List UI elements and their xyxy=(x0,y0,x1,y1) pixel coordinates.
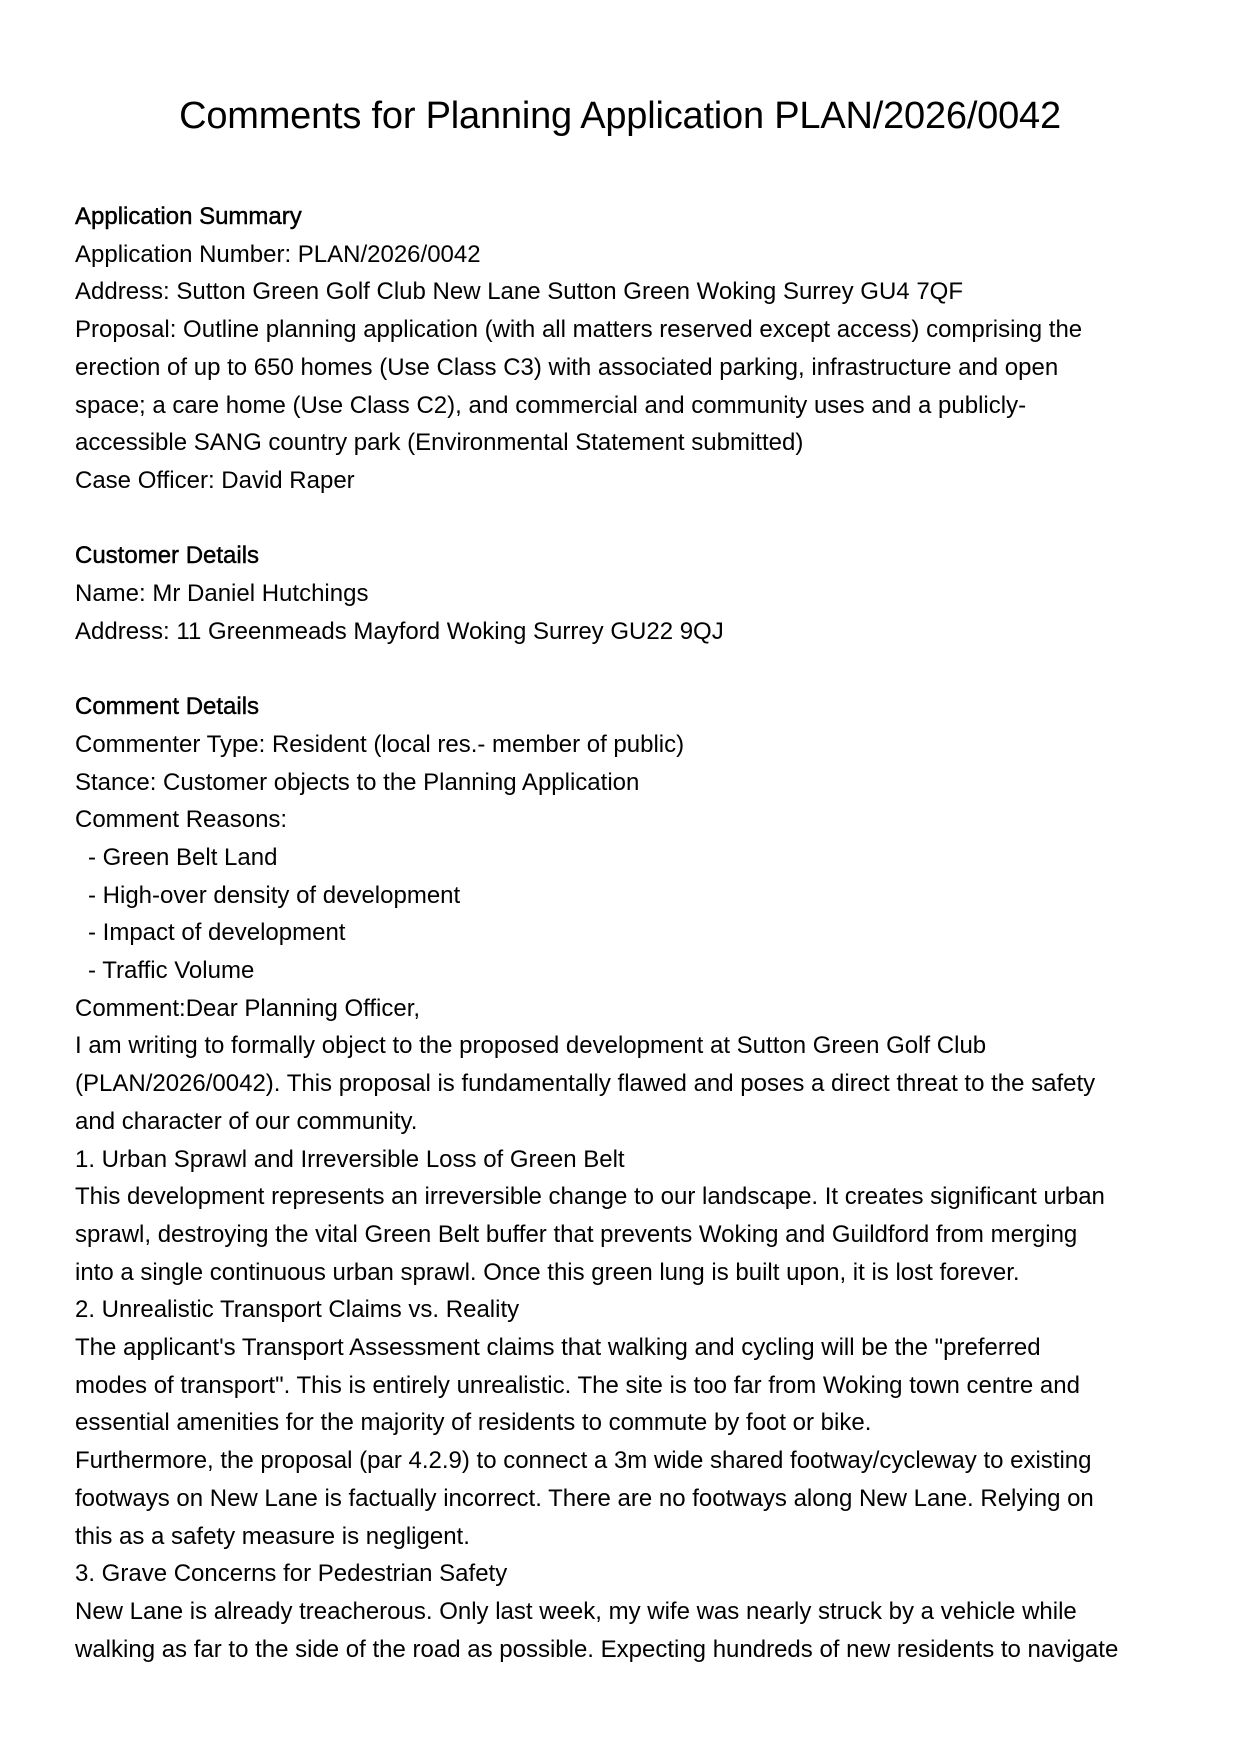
comment-body-line: (PLAN/2026/0042). This proposal is fundamentally flawed and poses a direct threat to the safety xyxy=(75,1070,1096,1098)
comment-details-section xyxy=(75,688,1175,1668)
proposal-line: accessible SANG country park (Environmental Statement submitted) xyxy=(75,429,804,457)
comment-body-line: this as a safety measure is negligent. xyxy=(75,1522,470,1550)
comment-body-line: The applicant's Transport Assessment claims that walking and cycling will be the "preferred xyxy=(75,1334,1041,1362)
comment-body-line: 3. Grave Concerns for Pedestrian Safety xyxy=(75,1560,508,1588)
comment-body-line: footways on New Lane is factually incorrect. There are no footways along New Lane. Relying on xyxy=(75,1484,1094,1512)
comment-reasons-label: Comment Reasons: xyxy=(75,806,288,834)
stance: Stance: Customer objects to the Planning Application xyxy=(75,768,640,796)
commenter-type: Commenter Type: Resident (local res.- member of public) xyxy=(75,730,685,758)
customer-details-section xyxy=(75,537,1175,650)
comment-body-line: New Lane is already treacherous. Only last week, my wife was nearly struck by a vehicle while xyxy=(75,1597,1077,1625)
customer-name: Name: Mr Daniel Hutchings xyxy=(75,580,369,608)
proposal-line: Proposal: Outline planning application (with all matters reserved except access) comprising the xyxy=(75,316,1083,344)
comment-reason-item: - Impact of development xyxy=(88,919,346,947)
site-address: Address: Sutton Green Golf Club New Lane Sutton Green Woking Surrey GU4 7QF xyxy=(75,278,963,306)
comment-body-line: 1. Urban Sprawl and Irreversible Loss of Green Belt xyxy=(75,1145,625,1173)
customer-address: Address: 11 Greenmeads Mayford Woking Surrey GU22 9QJ xyxy=(75,617,724,645)
section-gap xyxy=(75,650,1175,688)
application-summary-heading: Application Summary xyxy=(75,203,302,230)
comment-reason-item: - High-over density of development xyxy=(88,881,461,909)
comment-body-line: Comment:Dear Planning Officer, xyxy=(75,994,421,1022)
comment-body-line: and character of our community. xyxy=(75,1107,418,1135)
customer-details-heading: Customer Details xyxy=(75,542,260,570)
comment-body-line: 2. Unrealistic Transport Claims vs. Reality xyxy=(75,1296,520,1324)
comment-body-line: This development represents an irreversible change to our landscape. It creates significant urban xyxy=(75,1183,1105,1211)
comment-body-line: essential amenities for the majority of residents to commute by foot or bike. xyxy=(75,1409,872,1437)
case-officer: Case Officer: David Raper xyxy=(75,466,355,494)
proposal-line: space; a care home (Use Class C2), and commercial and community uses and a publicly- xyxy=(75,391,1027,419)
comment-reason-item: - Traffic Volume xyxy=(88,957,255,985)
comment-body-line: I am writing to formally object to the proposed development at Sutton Green Golf Club xyxy=(75,1032,987,1060)
comment-reason-item: - Green Belt Land xyxy=(88,843,278,871)
comment-body-line: Furthermore, the proposal (par 4.2.9) to connect a 3m wide shared footway/cycleway to existing xyxy=(75,1447,1092,1475)
comment-body-line: into a single continuous urban sprawl. Once this green lung is built upon, it is lost forever. xyxy=(75,1258,1020,1286)
proposal-line: erection of up to 650 homes (Use Class C3) with associated parking, infrastructure and open xyxy=(75,353,1059,381)
section-gap xyxy=(75,500,1175,538)
comment-body-line: sprawl, destroying the vital Green Belt buffer that prevents Woking and Guildford from merging xyxy=(75,1220,1078,1248)
application-number: Application Number: PLAN/2026/0042 xyxy=(75,240,481,268)
comment-details-heading: Comment Details xyxy=(75,693,260,721)
comment-body-line: walking as far to the side of the road as possible. Expecting hundreds of new residents to navigate xyxy=(75,1635,1119,1663)
comment-body-line: modes of transport". This is entirely unrealistic. The site is too far from Woking town centre and xyxy=(75,1371,1080,1399)
page-title: Comments for Planning Application PLAN/2026/0042 xyxy=(179,95,1061,137)
application-summary-section xyxy=(75,198,1175,500)
document-body xyxy=(75,198,1175,1668)
